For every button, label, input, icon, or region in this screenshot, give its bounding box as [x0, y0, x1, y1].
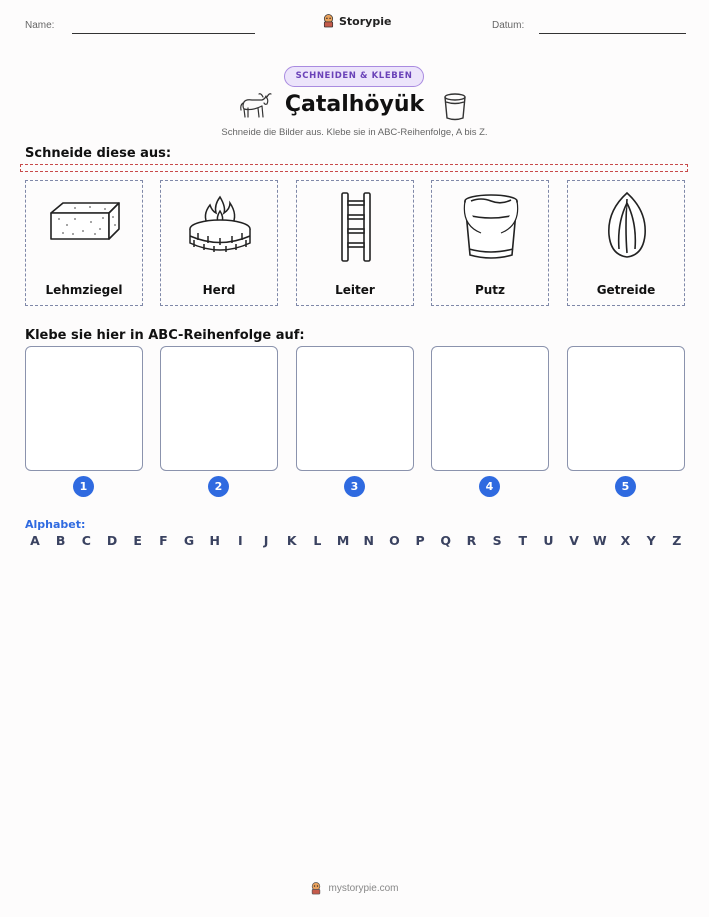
alphabet-letter: J	[263, 533, 269, 548]
alphabet-letter: X	[620, 533, 631, 548]
brand-name: Storypie	[339, 14, 392, 28]
alphabet-letter: E	[133, 533, 142, 548]
alphabet-letter: O	[389, 533, 400, 548]
mud-brick-icon	[45, 189, 125, 265]
paste-slot-3[interactable]	[296, 346, 414, 471]
alphabet-letter: C	[81, 533, 91, 548]
paste-slot-2[interactable]	[160, 346, 278, 471]
alphabet-letter: P	[415, 533, 425, 548]
paste-slot-4[interactable]	[431, 346, 549, 471]
alphabet-letter: N	[363, 533, 374, 548]
alphabet-letter: U	[543, 533, 554, 548]
card-label: Putz	[474, 283, 506, 297]
grain-seed-icon	[587, 189, 667, 265]
storypie-logo-icon	[310, 882, 322, 895]
alphabet-letter: L	[313, 533, 322, 548]
paste-slot-1[interactable]	[25, 346, 143, 471]
slot-number-badge: 5	[615, 476, 636, 497]
alphabet-letter: R	[466, 533, 477, 548]
alphabet-row	[28, 533, 684, 548]
alphabet-letter: K	[286, 533, 297, 548]
bucket-icon	[442, 90, 468, 122]
plaster-bucket-icon	[451, 189, 531, 265]
storypie-logo-icon	[322, 14, 335, 28]
alphabet-letter: F	[159, 533, 168, 548]
alphabet-letter: B	[55, 533, 66, 548]
alphabet-letter: T	[518, 533, 528, 548]
card-label: Getreide	[596, 283, 656, 297]
slot-number-badge: 3	[344, 476, 365, 497]
ladder-icon	[316, 189, 396, 265]
cut-card-lehmziegel[interactable]	[25, 180, 143, 306]
paste-section-heading: Klebe sie hier in ABC-Reihenfolge auf:	[25, 328, 305, 343]
alphabet-letter: G	[183, 533, 195, 548]
cut-section-heading: Schneide diese aus:	[25, 146, 172, 161]
slot-number-badge: 4	[479, 476, 500, 497]
cut-card-putz[interactable]	[431, 180, 549, 306]
alphabet-letter: Q	[440, 533, 452, 548]
cut-card-getreide[interactable]	[567, 180, 685, 306]
date-line[interactable]	[539, 33, 686, 34]
alphabet-letter: A	[30, 533, 40, 548]
card-label: Lehmziegel	[45, 283, 123, 297]
alphabet-letter: V	[569, 533, 579, 548]
cut-line	[20, 164, 688, 172]
paste-slot-5[interactable]	[567, 346, 685, 471]
alphabet-letter: H	[209, 533, 220, 548]
footer	[0, 882, 709, 895]
name-line[interactable]	[72, 33, 255, 34]
alphabet-heading: Alphabet:	[25, 518, 86, 531]
name-label: Name:	[25, 20, 55, 31]
instructions: Schneide die Bilder aus. Klebe sie in ABC-Reihenfolge, A bis Z.	[221, 127, 488, 138]
alphabet-letter: M	[336, 533, 350, 548]
alphabet-letter: S	[492, 533, 502, 548]
alphabet-letter: D	[106, 533, 118, 548]
slot-number-badge: 2	[208, 476, 229, 497]
alphabet-letter: Z	[672, 533, 682, 548]
page-title: Çatalhöyük	[284, 92, 425, 117]
date-label: Datum:	[492, 20, 525, 31]
slot-number-badge: 1	[73, 476, 94, 497]
activity-badge: SCHNEIDEN & KLEBEN	[284, 66, 424, 87]
hearth-fire-icon	[180, 189, 260, 265]
alphabet-letter: Y	[646, 533, 656, 548]
card-label: Herd	[202, 283, 236, 297]
alphabet-letter: I	[238, 533, 243, 548]
alphabet-letter: W	[592, 533, 607, 548]
card-label: Leiter	[335, 283, 375, 297]
cut-card-herd[interactable]	[160, 180, 278, 306]
brand-logo	[322, 14, 391, 28]
cut-card-leiter[interactable]	[296, 180, 414, 306]
footer-url[interactable]: mystorypie.com	[328, 883, 399, 894]
